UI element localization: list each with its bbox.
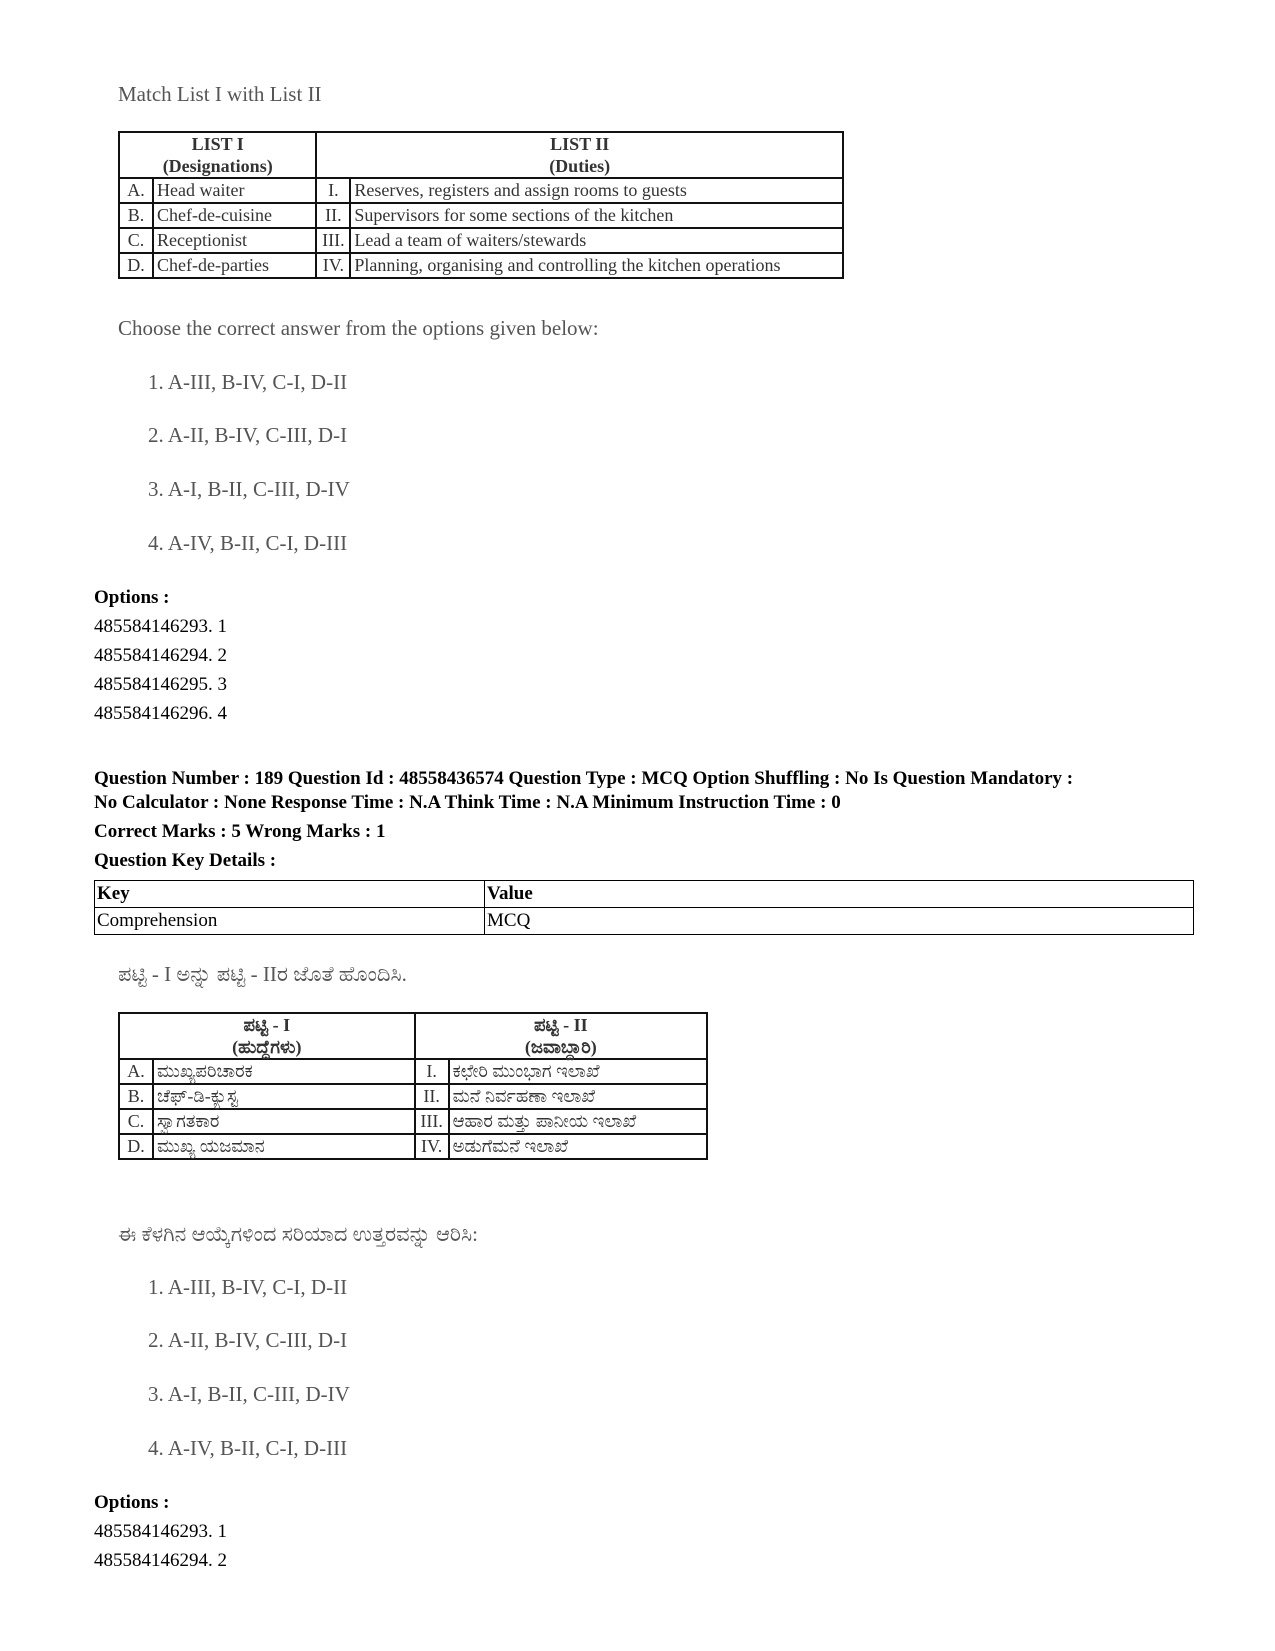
q188-option-2: 485584146294. 2 [94,645,227,666]
table-row: Key Value [95,881,1194,908]
q189-meta-line-1: Question Number : 189 Question Id : 48558436574 Question Type : MCQ Option Shuffling : No Is Question Mandatory : [94,768,1074,789]
table-row: Comprehension MCQ [95,908,1194,935]
q188-table-header [119,132,843,178]
table-row: D. ಮುಖ್ಯ ಯಜಮಾನ IV. ಅಡುಗೆಮನೆ ಇಲಾಖೆ [119,1134,707,1159]
q188-choice-4: 4. A-IV, B-II, C-I, D-III [148,531,348,555]
q189-choice-2: 2. A-II, B-IV, C-III, D-I [148,1328,348,1352]
q189-key-table [94,880,1194,935]
q188-choose-instruction: Choose the correct answer from the options given below: [118,316,599,340]
table-row: B. ಚೆಫ್-ಡಿ-ಕ್ಯುಸ್ಟ II. ಮನೆ ನಿರ್ವಹಣಾ ಇಲಾಖೆ [119,1084,707,1109]
q188-option-1: 485584146293. 1 [94,616,227,637]
table-row: B. Chef-de-cuisine II. Supervisors for some sections of the kitchen [119,203,843,228]
q189-list2-header: ಪಟ್ಟಿ - II (ಜವಾಬ್ದಾರಿ) [415,1013,707,1059]
table-row: C. ಸ್ವಾಗತಕಾರ III. ಆಹಾರ ಮತ್ತು ಪಾನೀಯ ಇಲಾಖೆ [119,1109,707,1134]
q189-match-table [118,1012,708,1160]
table-row: C. Receptionist III. Lead a team of waiters/stewards [119,228,843,253]
q189-options-label: Options : [94,1492,170,1513]
q189-choice-1: 1. A-III, B-IV, C-I, D-II [148,1275,348,1299]
q188-choice-3: 3. A-I, B-II, C-III, D-IV [148,477,350,501]
q189-table-header [119,1013,707,1059]
q188-list1-header: LIST I (Designations) [119,132,316,178]
q188-list2-header: LIST II (Duties) [316,132,843,178]
q189-choice-4: 4. A-IV, B-II, C-I, D-III [148,1436,348,1460]
table-row: D. Chef-de-parties IV. Planning, organising and controlling the kitchen operations [119,253,843,278]
q188-option-4: 485584146296. 4 [94,703,227,724]
q189-key-details-label: Question Key Details : [94,850,277,871]
q188-intro: Match List I with List II [118,82,322,106]
q189-marks: Correct Marks : 5 Wrong Marks : 1 [94,821,386,842]
q188-option-3: 485584146295. 3 [94,674,227,695]
q188-choice-2: 2. A-II, B-IV, C-III, D-I [148,423,348,447]
table-row: A. Head waiter I. Reserves, registers and assign rooms to guests [119,178,843,203]
q189-choose-instruction: ಈ ಕೆಳಗಿನ ಆಯ್ಕೆಗಳಿಂದ ಸರಿಯಾದ ಉತ್ತರವನ್ನು ಆರಿಸಿ: [118,1222,478,1246]
q189-option-1: 485584146293. 1 [94,1521,227,1542]
q189-intro: ಪಟ್ಟಿ - I ಅನ್ನು ಪಟ್ಟಿ - IIರ ಜೊತೆ ಹೊಂದಿಸಿ. [118,962,407,986]
q189-list1-header: ಪಟ್ಟಿ - I (ಹುದ್ದೆಗಳು) [119,1013,415,1059]
q188-options-label: Options : [94,587,170,608]
q188-choice-1: 1. A-III, B-IV, C-I, D-II [148,370,348,394]
q189-option-2: 485584146294. 2 [94,1550,227,1571]
q188-match-table [118,131,844,279]
q189-choice-3: 3. A-I, B-II, C-III, D-IV [148,1382,350,1406]
table-row: A. ಮುಖ್ಯಪರಿಚಾರಕ I. ಕಛೇರಿ ಮುಂಭಾಗ ಇಲಾಖೆ [119,1059,707,1084]
q189-meta-line-2: No Calculator : None Response Time : N.A Think Time : N.A Minimum Instruction Time : 0 [94,792,841,813]
